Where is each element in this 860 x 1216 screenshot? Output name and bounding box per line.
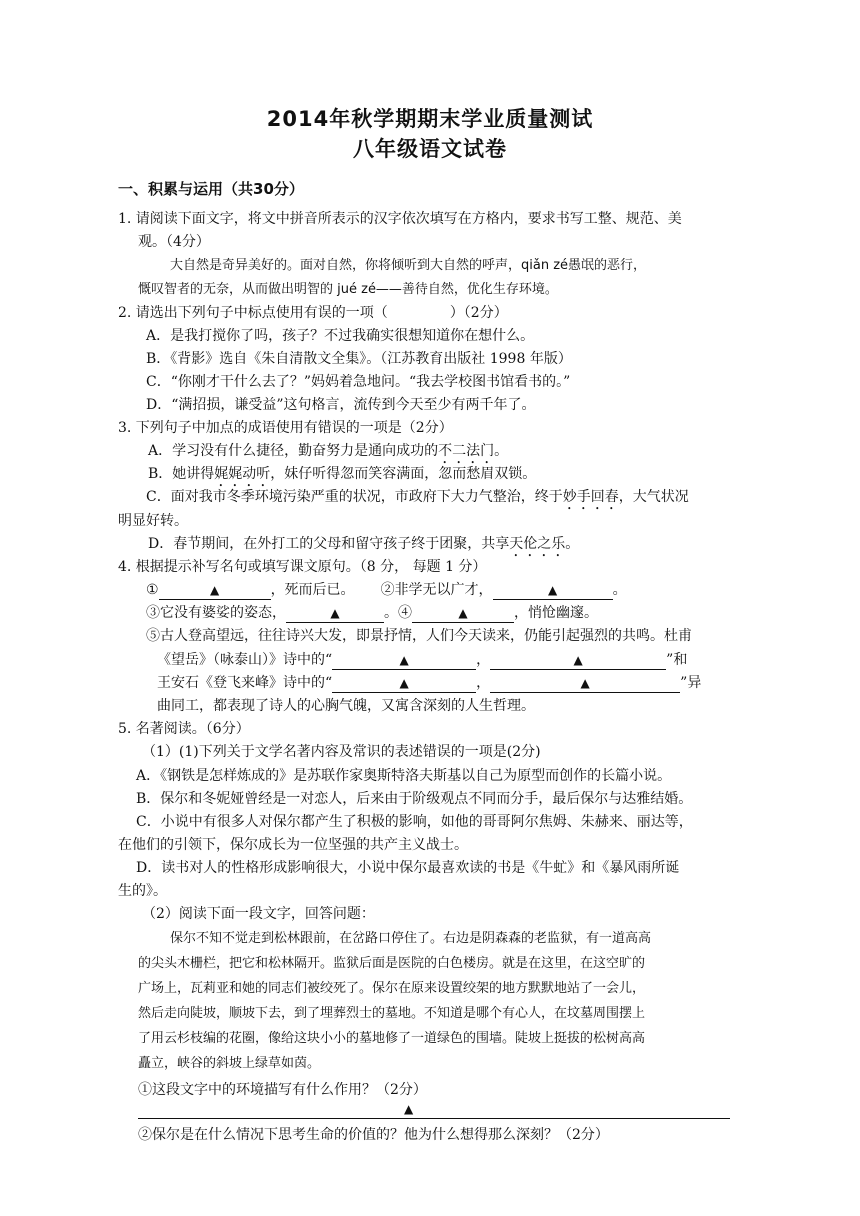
q4-item2-text: ②非学无以广才，: [380, 582, 493, 598]
q3-a-text: A．学习没有什么捷径，勤奋努力是通向成功的: [148, 443, 439, 459]
blank-marker-icon: ▲: [399, 676, 409, 690]
q4-blank-1[interactable]: [159, 582, 271, 600]
q4-item5-line1: ⑤古人登高望远，往往诗兴大发，即景抒情，人们今天读来，仍能引起强烈的共鸣。杜甫: [146, 628, 692, 644]
q5-option-c-line1: C．小说中有很多人对保尔都产生了积极的影响，如他的哥哥阿尔焦姆、朱赫来、丽达等，: [136, 814, 693, 830]
q4-item5-line3: [157, 673, 701, 693]
q5-passage-line: 然后走向陡坡，顺坡下去，到了埋葬烈士的墓地。不知道是哪个有心人，在坟墓周围摆上: [138, 1006, 646, 1021]
q4-row2: [146, 603, 598, 623]
q4-row1: [146, 580, 627, 600]
q2-stem: [118, 303, 508, 323]
q3-b-end: ，妹仔听得忽而笑容满面，忽而愁眉双锁。: [270, 466, 537, 482]
q4-blank-2[interactable]: [493, 582, 613, 600]
blank-marker-icon: ▲: [573, 653, 583, 667]
blank-marker-icon: ▲: [209, 583, 220, 597]
answer-marker-icon: ▲: [404, 1102, 414, 1116]
q4-item3-text: ③它没有婆娑的姿态，: [146, 605, 286, 621]
q4-item5-diff: ”异: [680, 675, 702, 691]
section-heading: 一、积累与运用（共30分）: [118, 180, 304, 198]
q5-sub1: （1）(1)下列关于文学名著内容及常识的表述错误的一项是(2分): [142, 744, 541, 760]
q2-option-b: B．《背影》选自《朱自清散文全集》。（江苏教育出版社 1998 年版）: [146, 351, 572, 367]
q4-item5-line4: 曲同工，都表现了诗人的心胸气魄，又寓含深刻的人生哲理。: [157, 698, 535, 714]
q4-blank-5a[interactable]: [332, 652, 476, 670]
q4-item4-num: 。④: [384, 605, 412, 621]
q3-c-idiom: 妙手回春: [562, 489, 619, 505]
q4-blank-5b[interactable]: [490, 652, 666, 670]
q4-item2-end: 。: [612, 582, 627, 598]
q4-item5-line2: [157, 650, 687, 670]
q4-item5-wang: 王安石《登飞来峰》诗中的“: [157, 675, 333, 691]
q4-blank-3[interactable]: [286, 605, 384, 623]
q3-b-text: B．她讲得: [148, 466, 215, 482]
q4-item1-num: ①: [146, 582, 159, 598]
q4-item5-du-fu: 《望岳》（咏泰山）》诗中的“: [157, 652, 333, 668]
q5-option-a: A．《钢铁是怎样炼成的》是苏联作家奥斯特洛夫斯基以自己为原型而创作的长篇小说。: [136, 768, 672, 784]
q2-stem-score: ）（2分）: [449, 305, 508, 321]
q5-option-d-line1: D．读书对人的性格形成影响很大，小说中保尔最喜欢读的书是《牛虻》和《暴风雨所诞: [136, 860, 680, 876]
q3-option-c: [146, 487, 689, 513]
blank-marker-icon: ▲: [580, 676, 590, 690]
q1-passage-line2: 慨叹智者的无奈，从而做出明智的 jué zé——善待自然，优化生存环境。: [138, 282, 558, 297]
page-subtitle: 八年级语文试卷: [353, 137, 507, 161]
q1-passage-line1: 大自然是奇异美好的。面对自然，你将倾听到大自然的呼声，qiǎn zé愚氓的恶行，: [170, 258, 647, 273]
q3-c-text: C．面对我市冬季环境污染严重的状况，市政府下大力气整治，终于: [146, 489, 563, 505]
q1-stem-line1: 1. 请阅读下面文字，将文中拼音所表示的汉字依次填写在方格内，要求书写工整、规范、美: [118, 211, 682, 227]
q5-passage-line: 矗立，峡谷的斜坡上绿草如茵。: [138, 1056, 321, 1071]
blank-marker-icon: ▲: [399, 653, 409, 667]
q5-passage-line: 了用云杉枝编的花圈，像给这块小小的墓地修了一道绿色的围墙。陡坡上挺拔的松树高高: [138, 1031, 646, 1046]
q2-stem-text: 2. 请选出下列句子中标点使用有误的一项（: [118, 305, 388, 321]
q5-passage-line: 广场上，瓦莉亚和她的同志们被绞死了。保尔在原来设置绞架的地方默默地站了一会儿，: [138, 981, 646, 996]
q5-sub2: （2）阅读下面一段文字，回答问题：: [142, 906, 375, 922]
q4-comma: ，: [476, 652, 491, 668]
q3-d-end: 。: [565, 536, 580, 552]
blank-marker-icon: ▲: [330, 606, 340, 620]
q3-d-text: D．春节期间，在外打工的父母和留守孩子终于团聚，共享: [148, 536, 510, 552]
q5-passage-line: 的尖头木栅栏，把它和松林隔开。监狱后面是医院的白色楼房。就是在这里，在这空旷的: [138, 956, 646, 971]
q3-stem: 3. 下列句子中加点的成语使用有错误的一项是（2分）: [118, 420, 453, 436]
q4-item5-and: ”和: [666, 652, 688, 668]
q4-stem: 4. 根据提示补写名句或填写课文原句。（8 分， 每题 1 分）: [118, 559, 487, 575]
q5-stem: 5. 名著阅读。（6分）: [118, 721, 250, 737]
q4-blank-5d[interactable]: [490, 675, 680, 693]
q5-passage-line: 保尔不知不觉走到松林跟前，在岔路口停住了。右边是阴森森的老监狱，有一道高高: [170, 931, 652, 946]
q3-a-idiom: 不二法门: [438, 443, 495, 459]
q5-answer-line-a[interactable]: [138, 1118, 730, 1119]
q4-comma: ，: [476, 675, 491, 691]
q4-blank-5c[interactable]: [332, 675, 476, 693]
q3-a-end: 。: [494, 443, 509, 459]
q5-option-c-line2: 在他们的引领下，保尔成长为一位坚强的共产主义战士。: [118, 837, 468, 853]
q4-blank-4[interactable]: [412, 605, 514, 623]
q3-b-idiom: 娓娓动听: [214, 466, 271, 482]
blank-marker-icon: ▲: [458, 606, 468, 620]
page-title: 2014年秋学期期末学业质量测试: [266, 107, 594, 131]
q1-stem-line2: 观。（4分）: [138, 234, 210, 250]
q4-item1-text: ，死而后已。: [270, 582, 355, 598]
q5-option-b: B．保尔和冬妮娅曾经是一对恋人，后来由于阶级观点不同而分手，最后保尔与达雅结婚。: [136, 791, 693, 807]
q3-option-c-cont: 明显好转。: [118, 513, 188, 529]
q5-question-a: ①这段文字中的环境描写有什么作用？（2分）: [138, 1082, 427, 1098]
q2-option-a: A．是我打搅你了吗，孩子？不过我确实很想知道你在想什么。: [146, 328, 535, 344]
q2-option-d: D．“满招损，谦受益”这句格言，流传到今天至少有两千年了。: [146, 397, 536, 413]
q4-item4-text: ，悄怆幽邃。: [514, 605, 598, 621]
q3-d-idiom: 天伦之乐: [509, 536, 566, 552]
blank-marker-icon: ▲: [547, 583, 558, 597]
q3-c-end: ，大气状况: [618, 489, 689, 505]
q2-option-c: C．“你刚才干什么去了？”妈妈着急地问。“我去学校图书馆看书的。”: [146, 374, 571, 390]
q5-question-b: ②保尔是在什么情况下思考生命的价值的？他为什么想得那么深刻？（2分）: [138, 1127, 609, 1143]
q5-option-d-line2: 生的》。: [118, 883, 167, 899]
